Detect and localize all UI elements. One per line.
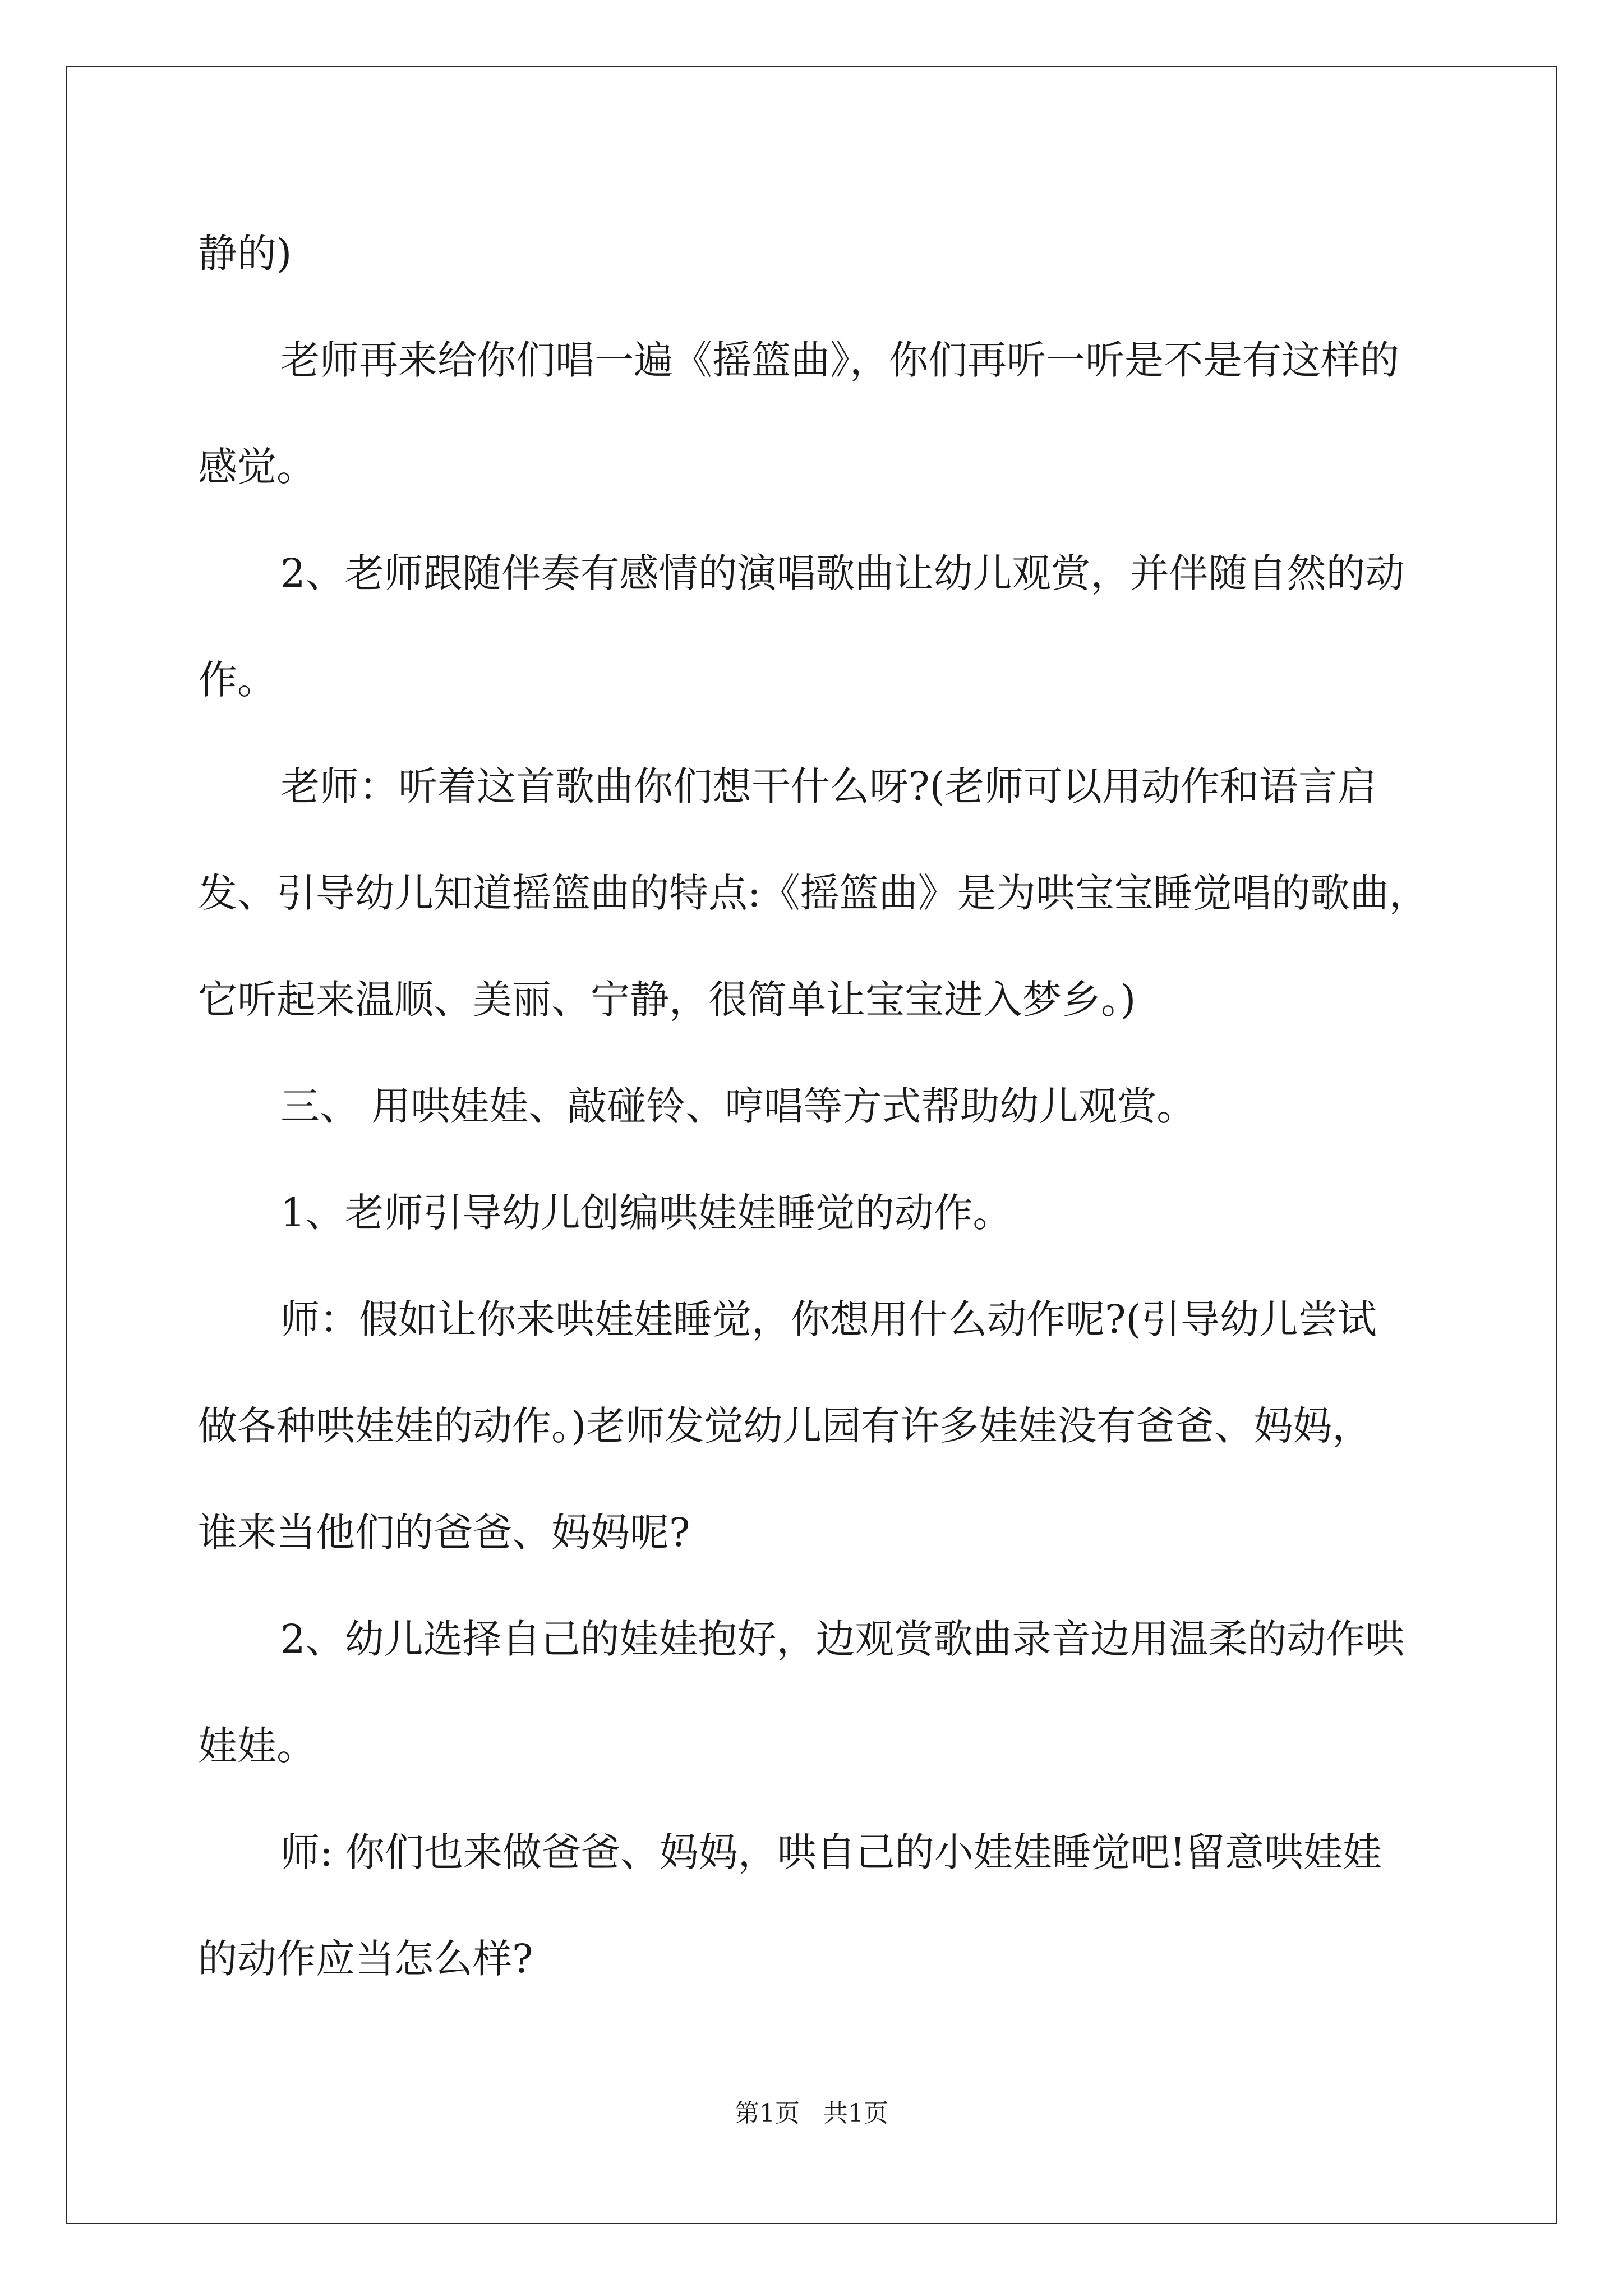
text-line: 发、引导幼儿知道摇篮曲的特点:《摇篮曲》是为哄宝宝睡觉唱的歌曲， — [198, 870, 1428, 916]
text-line: 2、老师跟随伴奏有感情的演唱歌曲让幼儿观赏，并伴随自然的动 — [280, 550, 1405, 596]
text-line: 2、幼儿选择自己的娃娃抱好，边观赏歌曲录音边用温柔的动作哄 — [280, 1616, 1405, 1662]
text-line: 它听起来温顺、美丽、宁静，很简单让宝宝进入梦乡。) — [198, 977, 1136, 1023]
text-line: 师：假如让你来哄娃娃睡觉，你想用什么动作呢?(引导幼儿尝试 — [280, 1296, 1377, 1342]
text-line: 娃娃。 — [198, 1723, 316, 1769]
text-line: 师: 你们也来做爸爸、妈妈，哄自己的小娃娃睡觉吧!留意哄娃娃 — [280, 1829, 1382, 1875]
text-line: 谁来当他们的爸爸、妈妈呢? — [198, 1510, 690, 1556]
text-line: 老师再来给你们唱一遍《摇篮曲》，你们再听一听是不是有这样的 — [280, 337, 1399, 383]
page-number-footer: 第1页 共1页 — [735, 2099, 888, 2128]
text-line: 感觉。 — [198, 444, 316, 490]
text-line: 作。 — [198, 657, 276, 703]
text-line: 的动作应当怎么样? — [198, 1936, 533, 1982]
section-heading: 三、 用哄娃娃、敲碰铃、哼唱等方式帮助幼儿观赏。 — [280, 1083, 1196, 1129]
text-line: 1、老师引导幼儿创编哄娃娃睡觉的动作。 — [280, 1190, 1012, 1236]
text-line: 静的) — [198, 231, 292, 277]
text-line: 做各种哄娃娃的动作。)老师发觉幼儿园有许多娃娃没有爸爸、妈妈， — [198, 1403, 1372, 1449]
document-page — [66, 66, 1557, 2224]
text-line: 老师：听着这首歌曲你们想干什么呀?(老师可以用动作和语言启 — [280, 763, 1377, 809]
